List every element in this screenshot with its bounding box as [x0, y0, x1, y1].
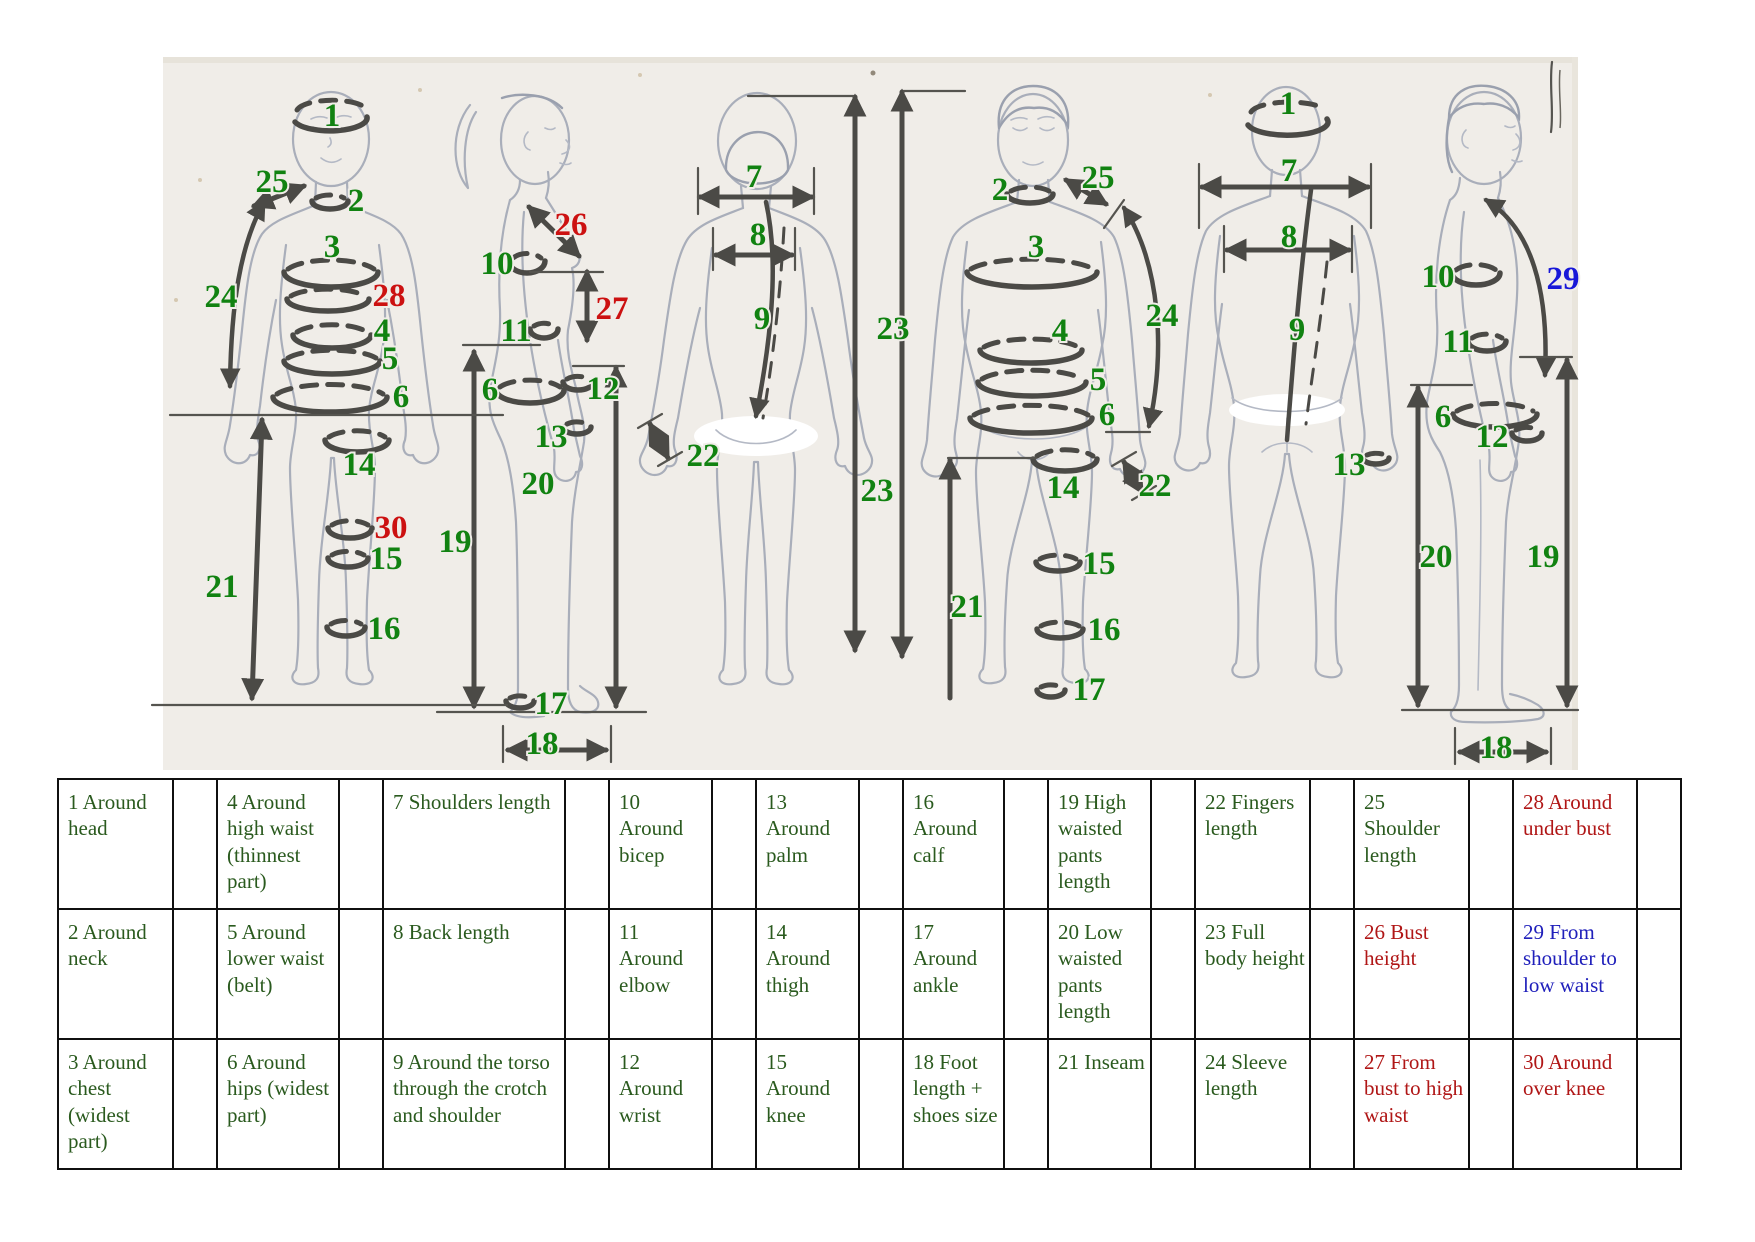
- spacer-cell: [1151, 779, 1195, 909]
- measurement-definition: 28 Around under bust: [1513, 779, 1637, 909]
- measurement-number-30: 30: [374, 510, 408, 546]
- measurement-number-7: 7: [745, 159, 763, 195]
- measurement-definition: 6 Around hips (widest part): [217, 1039, 339, 1169]
- measurement-number-24: 24: [204, 279, 238, 315]
- measurement-number-23: 23: [860, 473, 894, 509]
- measurement-number-16: 16: [367, 611, 401, 647]
- spacer-cell: [339, 909, 383, 1039]
- spacer-cell: [1151, 909, 1195, 1039]
- measurement-number-27: 27: [595, 291, 629, 327]
- measurement-number-16: 16: [1087, 612, 1121, 648]
- measurement-number-6: 6: [1098, 397, 1116, 433]
- measurement-number-17: 17: [534, 686, 568, 722]
- spacer-cell: [1004, 1039, 1048, 1169]
- spacer-cell: [1469, 779, 1513, 909]
- measurement-table: [57, 778, 1682, 1170]
- measurement-definition: 16 Around calf: [903, 779, 1004, 909]
- measurement-number-13: 13: [534, 419, 568, 455]
- measurement-number-19: 19: [438, 524, 472, 560]
- measurement-definition: 2 Around neck: [58, 909, 173, 1039]
- measurement-definition: 17 Around ankle: [903, 909, 1004, 1039]
- spacer-cell: [859, 1039, 903, 1169]
- spacer-cell: [1004, 779, 1048, 909]
- measurement-number-18: 18: [1479, 730, 1513, 766]
- measurement-definition: 3 Around chest (widest part): [58, 1039, 173, 1169]
- measurement-number-12: 12: [586, 371, 620, 407]
- measurement-definition: 23 Full body height: [1195, 909, 1310, 1039]
- measurement-number-22: 22: [686, 438, 720, 474]
- measurement-number-14: 14: [1046, 470, 1080, 506]
- measurement-number-23: 23: [876, 311, 910, 347]
- spacer-cell: [173, 779, 217, 909]
- measurement-number-6: 6: [481, 372, 499, 408]
- spacer-cell: [1310, 1039, 1354, 1169]
- measurement-number-24: 24: [1145, 298, 1179, 334]
- spacer-cell: [339, 1039, 383, 1169]
- measurement-definition: 27 From bust to high waist: [1354, 1039, 1469, 1169]
- measurement-number-2: 2: [991, 172, 1009, 208]
- measurement-definition: 5 Around lower waist (belt): [217, 909, 339, 1039]
- measurement-number-10: 10: [480, 246, 514, 282]
- spacer-cell: [1151, 1039, 1195, 1169]
- measurement-number-5: 5: [381, 341, 399, 377]
- measurement-number-20: 20: [1419, 539, 1453, 575]
- measurement-number-3: 3: [323, 229, 341, 265]
- measurement-number-8: 8: [749, 217, 767, 253]
- measurement-definition: 24 Sleeve length: [1195, 1039, 1310, 1169]
- spacer-cell: [1637, 779, 1681, 909]
- measurement-number-6: 6: [392, 379, 410, 415]
- measurement-number-21: 21: [950, 589, 984, 625]
- measurement-number-20: 20: [521, 466, 555, 502]
- measurement-number-9: 9: [1288, 312, 1306, 348]
- measurement-number-7: 7: [1280, 153, 1298, 189]
- spacer-cell: [173, 1039, 217, 1169]
- spacer-cell: [1310, 909, 1354, 1039]
- measurement-definition: 22 Fingers length: [1195, 779, 1310, 909]
- measurement-definition: 18 Foot length + shoes size: [903, 1039, 1004, 1169]
- spacer-cell: [339, 779, 383, 909]
- measurement-number-14: 14: [342, 447, 376, 483]
- measurement-definition: 21 Inseam: [1048, 1039, 1151, 1169]
- measurement-definition: 19 High waisted pants length: [1048, 779, 1151, 909]
- spacer-cell: [859, 909, 903, 1039]
- spacer-cell: [712, 779, 756, 909]
- measurement-definition: 29 From shoulder to low waist: [1513, 909, 1637, 1039]
- spacer-cell: [712, 909, 756, 1039]
- measurement-number-12: 12: [1475, 419, 1509, 455]
- measurement-number-9: 9: [753, 301, 771, 337]
- measurement-definition: 14 Around thigh: [756, 909, 859, 1039]
- spacer-cell: [1637, 1039, 1681, 1169]
- measurement-number-10: 10: [1421, 259, 1455, 295]
- spacer-cell: [1004, 909, 1048, 1039]
- measurement-number-1: 1: [1279, 86, 1297, 122]
- spacer-cell: [565, 779, 609, 909]
- measurement-number-1: 1: [323, 98, 341, 134]
- scan-artifact: [1551, 62, 1552, 132]
- measurement-number-11: 11: [500, 313, 532, 349]
- measurement-number-21: 21: [205, 569, 239, 605]
- measurement-number-17: 17: [1072, 672, 1106, 708]
- measurement-definition: 10 Around bicep: [609, 779, 712, 909]
- measurement-definition: 8 Back length: [383, 909, 565, 1039]
- measurement-definition: 4 Around high waist (thinnest part): [217, 779, 339, 909]
- measurement-number-4: 4: [1051, 313, 1069, 349]
- measurement-number-19: 19: [1526, 539, 1560, 575]
- table-row: [58, 909, 1681, 1039]
- spacer-cell: [859, 779, 903, 909]
- spacer-cell: [1637, 909, 1681, 1039]
- table-row: [58, 1039, 1681, 1169]
- measurement-definition: 15 Around knee: [756, 1039, 859, 1169]
- measurement-number-26: 26: [554, 207, 588, 243]
- measurement-number-8: 8: [1280, 219, 1298, 255]
- measurement-number-2: 2: [347, 183, 365, 219]
- measurement-definition: 13 Around palm: [756, 779, 859, 909]
- spacer-cell: [565, 909, 609, 1039]
- measurement-definition: 9 Around the torso through the crotch and shoulder: [383, 1039, 565, 1169]
- measurement-definition: 1 Around head: [58, 779, 173, 909]
- measurement-definition: 26 Bust height: [1354, 909, 1469, 1039]
- measurement-definition: 30 Around over knee: [1513, 1039, 1637, 1169]
- measurement-number-13: 13: [1332, 447, 1366, 483]
- measurement-number-5: 5: [1089, 362, 1107, 398]
- spacer-cell: [1310, 779, 1354, 909]
- measurement-number-28: 28: [372, 278, 406, 314]
- measurement-number-4: 4: [373, 313, 391, 349]
- measurement-number-18: 18: [525, 726, 559, 762]
- measurement-definition: 25 Shoulder length: [1354, 779, 1469, 909]
- measurement-number-15: 15: [1082, 546, 1116, 582]
- spacer-cell: [173, 909, 217, 1039]
- measurement-definition: 20 Low waisted pants length: [1048, 909, 1151, 1039]
- measurement-number-25: 25: [255, 164, 289, 200]
- measurement-number-25: 25: [1081, 160, 1115, 196]
- spacer-cell: [1469, 909, 1513, 1039]
- scan-background: [163, 57, 1578, 770]
- measurement-number-29: 29: [1546, 261, 1580, 297]
- measurement-number-15: 15: [369, 541, 403, 577]
- measurement-number-3: 3: [1027, 229, 1045, 265]
- table-row: [58, 779, 1681, 909]
- measurement-number-6: 6: [1434, 399, 1452, 435]
- measurement-definition: 7 Shoulders length: [383, 779, 565, 909]
- measurement-number-22: 22: [1138, 468, 1172, 504]
- measurement-definition: 12 Around wrist: [609, 1039, 712, 1169]
- measurement-number-11: 11: [1442, 324, 1474, 360]
- measurement-definition: 11 Around elbow: [609, 909, 712, 1039]
- spacer-cell: [1469, 1039, 1513, 1169]
- spacer-cell: [565, 1039, 609, 1169]
- spacer-cell: [712, 1039, 756, 1169]
